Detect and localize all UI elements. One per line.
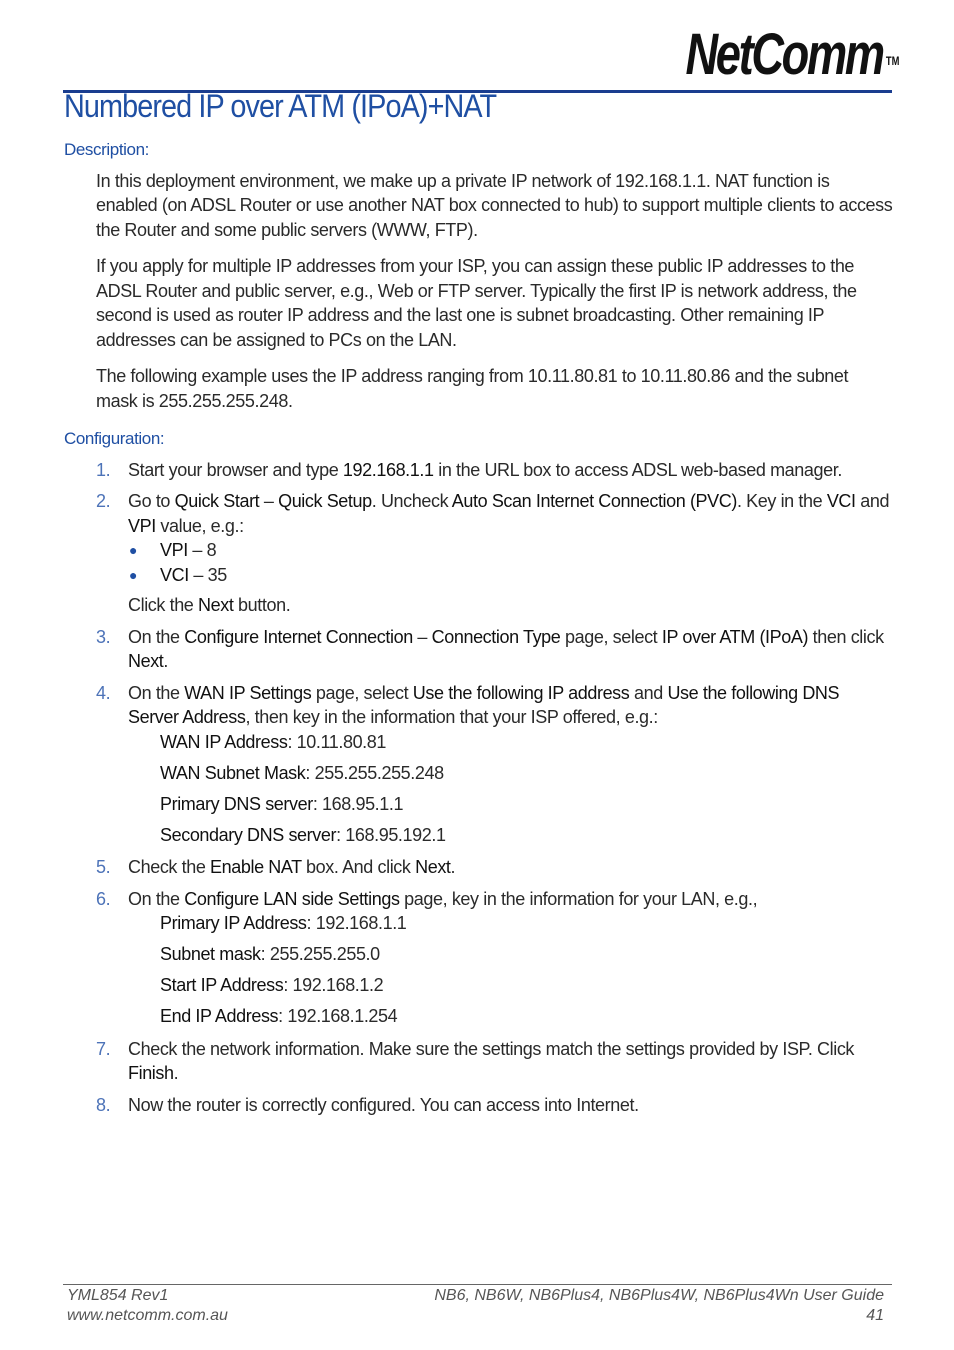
step-1: 1. Start your browser and type 192.168.1.1 in the URL box to access ADSL web-based manager.: [64, 458, 894, 483]
list-item: WAN IP Address: 10.11.80.81: [160, 731, 387, 752]
step-number: 6.: [96, 888, 111, 909]
configuration-heading: Configuration:: [64, 429, 165, 448]
description-paragraph-1: In this deployment environment, we make up a private IP network of 192.168.1.1. NAT function is enabled (on ADSL Router or use another NAT box connected to hub) to support multiple clients to access the Router and some public servers (WWW, FTP).: [96, 170, 893, 240]
list-item: Primary IP Address: 192.168.1.1: [160, 913, 407, 933]
step-number: 5.: [96, 857, 111, 877]
list-item: Primary DNS server: 168.95.1.1: [160, 793, 404, 814]
step-number: 7.: [96, 1038, 111, 1059]
list-item: End IP Address: 192.168.1.254: [160, 1006, 398, 1026]
list-item: Subnet mask: 255.255.255.0: [160, 944, 380, 964]
step-number: 8.: [96, 1094, 111, 1115]
website-link[interactable]: www.netcomm.com.au: [67, 1307, 228, 1324]
step-2: 2. Go to Quick Start – Quick Setup. Uncheck Auto Scan Internet Connection (PVC). Key in the VCI and VPI value, e.g.: ● VPI – 8 ● VCI – 35 Click the Next button.: [64, 489, 894, 618]
guide-title: NB6, NB6W, NB6Plus4, NB6Plus4W, NB6Plus4Wn User Guide: [434, 1287, 884, 1304]
step-2-note: Click the Next button.: [128, 595, 291, 615]
configuration-steps: [64, 458, 894, 1118]
doc-code: YML854 Rev1: [67, 1287, 169, 1304]
list-item: Secondary DNS server: 168.95.192.1: [160, 824, 446, 845]
list-item: ● VPI – 8: [129, 540, 217, 560]
step-7: 7. Check the network information. Make sure the settings match the settings provided by ISP. Click Finish.: [96, 1038, 855, 1083]
step-number: 1.: [96, 459, 111, 480]
lan-settings-list: [128, 911, 894, 1029]
footer-right: [434, 1286, 884, 1326]
step-8: 8. Now the router is correctly configured. You can access into Internet.: [64, 1093, 894, 1118]
step-5: 5. Check the Enable NAT box. And click Next.: [64, 855, 894, 880]
step-6: 6. On the Configure LAN side Settings page, key in the information for your LAN, e.g., Primary IP Address: 192.168.1.1 Subnet mask: 255.255.255.0 Start IP Address: 192.168.1.2 End IP Address: 192.168.1.254: [64, 887, 894, 1029]
list-item: ● VCI – 35: [129, 564, 227, 585]
list-item: WAN Subnet Mask: 255.255.255.248: [160, 762, 444, 783]
description-paragraph-3: The following example uses the IP address ranging from 10.11.80.81 to 10.11.80.86 and the subnet mask is 255.255.255.248.: [96, 366, 849, 411]
step-number: 2.: [96, 491, 111, 511]
page-title: Numbered IP over ATM (IPoA)+NAT: [64, 88, 497, 124]
footer-rule: [63, 1284, 892, 1285]
page-number: 41: [866, 1307, 884, 1324]
description-paragraph-2: If you apply for multiple IP addresses from your ISP, you can assign these public IP addresses to the ADSL Router and public server, e.g., Web or FTP server. Typically the first IP is network address, the second is used as router IP address and the last one is subnet broadcasting. Other remaining IP addresses can be assigned to PCs on the LAN.: [96, 256, 857, 350]
netcomm-logo: NetComm ™: [685, 22, 900, 87]
step-4: 4. On the WAN IP Settings page, select Use the following IP address and Use the following DNS Server Address, then key in the information that your ISP offered, e.g.: WAN IP Address: 10.11.80.81 WAN Subnet Mask: 255.255.255.248 Primary DNS server: 168.95.1.1 Secondary DNS server: 168.95.192.1: [64, 681, 894, 848]
footer-left: [67, 1286, 228, 1326]
step-number: 4.: [96, 682, 111, 703]
list-item: Start IP Address: 192.168.1.2: [160, 975, 384, 995]
wan-settings-list: [128, 730, 894, 848]
step-3: 3. On the Configure Internet Connection – Connection Type page, select IP over ATM (IPoA) then click Next.: [96, 626, 884, 671]
description-heading: Description:: [64, 140, 149, 159]
vpi-vci-list: [128, 538, 894, 587]
page-content: [64, 138, 894, 1124]
step-number: 3.: [96, 626, 111, 647]
